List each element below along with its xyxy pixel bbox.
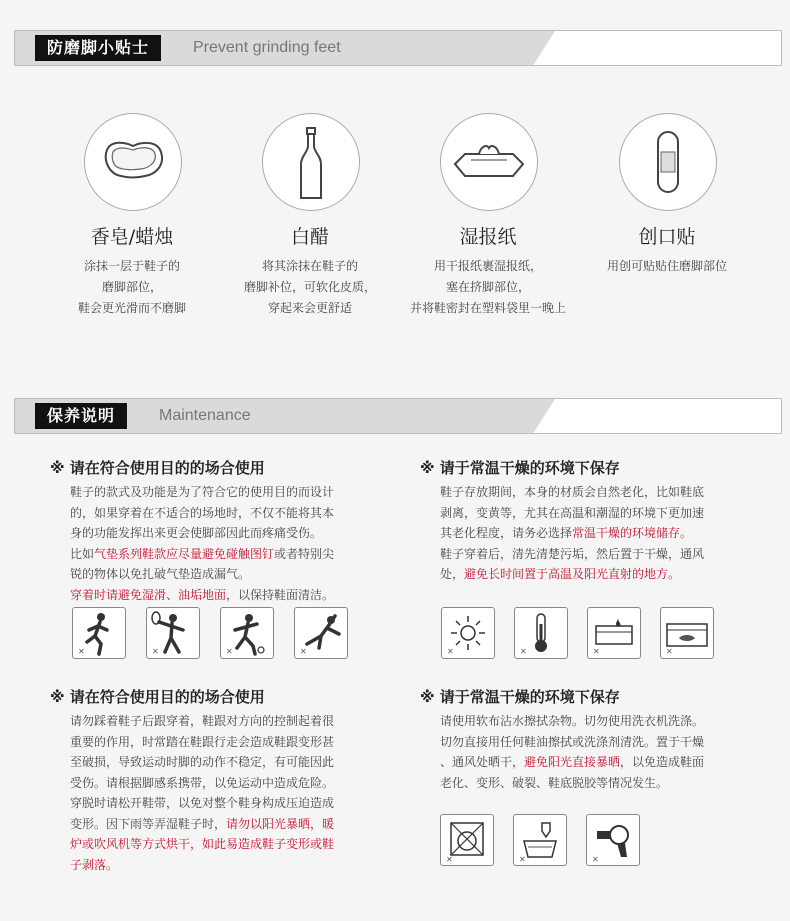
body-line <box>440 482 760 503</box>
body-line <box>440 773 760 794</box>
svg-text:✕: ✕ <box>520 647 527 656</box>
highlight-text: 穿着时请避免湿滑、油垢地面 <box>70 587 227 602</box>
tip-description <box>210 256 410 319</box>
svg-text:✕: ✕ <box>519 855 526 864</box>
tip-title: 白醋 <box>290 226 329 248</box>
svg-text:✕: ✕ <box>226 647 233 656</box>
body-line <box>70 585 390 606</box>
section-title: ※ 请在符合使用目的的场合使用 <box>50 688 265 706</box>
tip-description <box>388 256 588 319</box>
highlight-text: 常温干燥的环境储存。 <box>572 526 693 540</box>
tip-line: 涂抹一层于鞋子的 <box>83 259 180 273</box>
tips-banner-subtitle: Prevent grinding feet <box>193 39 341 56</box>
highlight-text: 避免长时间置于高温及阳光直射的地方。 <box>464 567 681 581</box>
body-line <box>70 503 390 524</box>
body-line <box>70 482 390 503</box>
svg-text:✕: ✕ <box>666 647 673 656</box>
svg-text:✕: ✕ <box>446 855 453 864</box>
body-text: 或者特别尖 <box>274 546 335 561</box>
body-line <box>440 544 760 565</box>
body-line <box>70 564 390 585</box>
body-line <box>70 523 390 544</box>
body-text: 请使用软布沾水擦拭杂物。切勿使用洗衣机洗涤。 <box>440 714 705 728</box>
body-text: 、通风处晒干， <box>440 755 525 769</box>
svg-text:✕: ✕ <box>592 855 599 864</box>
tip-line: 磨脚补位，可软化皮质， <box>243 280 376 294</box>
body-line <box>70 855 390 876</box>
svg-text:✕: ✕ <box>78 647 85 656</box>
tip-title: 创口贴 <box>638 226 696 248</box>
no-damp-box-icon <box>660 607 714 659</box>
body-text: ，以免造成鞋面 <box>620 755 705 769</box>
body-text: 请勿踩着鞋子后跟穿着，鞋跟对方向的控制起着很 <box>70 714 335 728</box>
section-body <box>70 711 390 875</box>
section-title: ※ 请在符合使用目的的场合使用 <box>50 459 265 477</box>
body-text: 老化、变形、破裂、鞋底脱胶等情况发生。 <box>440 775 669 790</box>
wet-wipes-icon <box>440 113 538 211</box>
body-text: 变形。因下雨等弄湿鞋子时， <box>70 816 227 831</box>
no-washing-machine-icon <box>440 814 494 866</box>
no-sun-icon <box>441 607 495 659</box>
body-text: 剥离，变黄等，尤其在高温和潮湿的环境下更加速 <box>440 505 705 520</box>
body-text: 至破损，导致运动时脚的动作不稳定，有可能因此 <box>70 755 335 769</box>
tip-line: 用干报纸裹湿报纸， <box>433 259 542 273</box>
body-line <box>440 711 760 732</box>
svg-text:✕: ✕ <box>447 647 454 656</box>
body-text: 身的功能发挥出来更会使脚部因此而疼痛受伤。 <box>70 526 323 540</box>
body-text: 受伤。请根据脚感系携带，以免运动中造成危险。 <box>70 775 335 790</box>
body-text: 锐的物体以免扎破气垫造成漏气。 <box>70 567 251 581</box>
body-text: 鞋子的款式及功能是为了符合它的使用目的而设计 <box>70 485 335 499</box>
body-line <box>70 773 390 794</box>
tips-banner <box>14 30 782 66</box>
tip-title: 香皂/蜡烛 <box>90 226 174 248</box>
section-title: ※ 请于常温干燥的环境下保存 <box>420 688 620 706</box>
svg-text:✕: ✕ <box>152 647 159 656</box>
body-line <box>70 834 390 855</box>
body-line <box>70 711 390 732</box>
section-body <box>440 482 760 585</box>
svg-text:✕: ✕ <box>593 647 600 656</box>
tip-line: 将其涂抹在鞋子的 <box>261 259 358 273</box>
section-body <box>70 482 390 605</box>
highlight-text: 气垫系列鞋款应尽量避免碰触图钉 <box>94 546 275 561</box>
tip-line: 磨脚部位， <box>101 280 162 294</box>
tip-description <box>32 256 232 319</box>
body-text: 重要的作用，时常踏在鞋跟行走会造成鞋跟变形甚 <box>70 734 335 749</box>
highlight-text: 子剥落。 <box>70 857 119 872</box>
body-line <box>70 793 390 814</box>
no-thermometer-icon <box>514 607 568 659</box>
no-hairdryer-icon <box>586 814 640 866</box>
tip-line: 鞋会更光滑而不磨脚 <box>77 301 186 315</box>
body-line <box>70 544 390 565</box>
body-text: 比如 <box>70 546 95 561</box>
body-line <box>440 503 760 524</box>
tip-line: 并将鞋密封在塑料袋里一晚上 <box>409 301 566 315</box>
soccer-player-icon <box>220 607 274 659</box>
body-line <box>70 814 390 835</box>
body-line <box>440 564 760 585</box>
tip-line: 塞在挤脚部位， <box>445 280 530 294</box>
tip-line: 用创可贴贴住磨脚部位 <box>606 259 727 273</box>
body-text: 鞋子穿着后，清先清楚污垢，然后置于干燥，通风 <box>440 546 705 561</box>
highlight-text: 避免阳光直接暴晒 <box>524 755 621 769</box>
section-title: ※ 请于常温干燥的环境下保存 <box>420 459 620 477</box>
soap-icon <box>84 113 182 211</box>
tip-description <box>567 256 767 277</box>
no-detergent-icon <box>513 814 567 866</box>
body-line <box>440 523 760 544</box>
body-line <box>440 732 760 753</box>
body-text: 处， <box>440 567 465 581</box>
maintenance-banner-subtitle: Maintenance <box>159 407 251 424</box>
tip-title: 湿报纸 <box>459 226 517 248</box>
body-text: ，以保持鞋面清洁。 <box>226 587 335 602</box>
vinegar-bottle-icon <box>262 113 360 211</box>
tip-line: 穿起来会更舒适 <box>267 301 352 315</box>
body-text: 的，如果穿着在不适合的场地时，不仅不能将其本 <box>70 505 335 520</box>
svg-text:✕: ✕ <box>300 647 307 656</box>
tennis-player-icon <box>146 607 200 659</box>
body-text: 穿脱时请松开鞋带，以免对整个鞋身构成压迫造成 <box>70 796 335 810</box>
highlight-text: 炉或吹风机等方式烘干，如此易造成鞋子变形或鞋 <box>70 837 335 851</box>
maintenance-banner-title: 保养说明 <box>35 403 127 429</box>
section-body <box>440 711 760 793</box>
highlight-text: 请勿以阳光暴晒，暖 <box>226 816 335 831</box>
body-line <box>70 732 390 753</box>
bandage-icon <box>619 113 717 211</box>
tips-banner-title: 防磨脚小贴士 <box>35 35 161 61</box>
maintenance-banner <box>14 398 782 434</box>
body-text: 切勿直接用任何鞋油擦拭或洗涤剂清洗。置于干燥 <box>440 734 705 749</box>
body-text: 其老化程度，请务必选择 <box>440 526 573 540</box>
no-water-basin-icon <box>587 607 641 659</box>
body-line <box>440 752 760 773</box>
runner-wet-icon <box>72 607 126 659</box>
body-line <box>70 752 390 773</box>
body-text: 鞋子存放期间，本身的材质会自然老化，比如鞋底 <box>440 485 705 499</box>
slide-tackle-icon <box>294 607 348 659</box>
